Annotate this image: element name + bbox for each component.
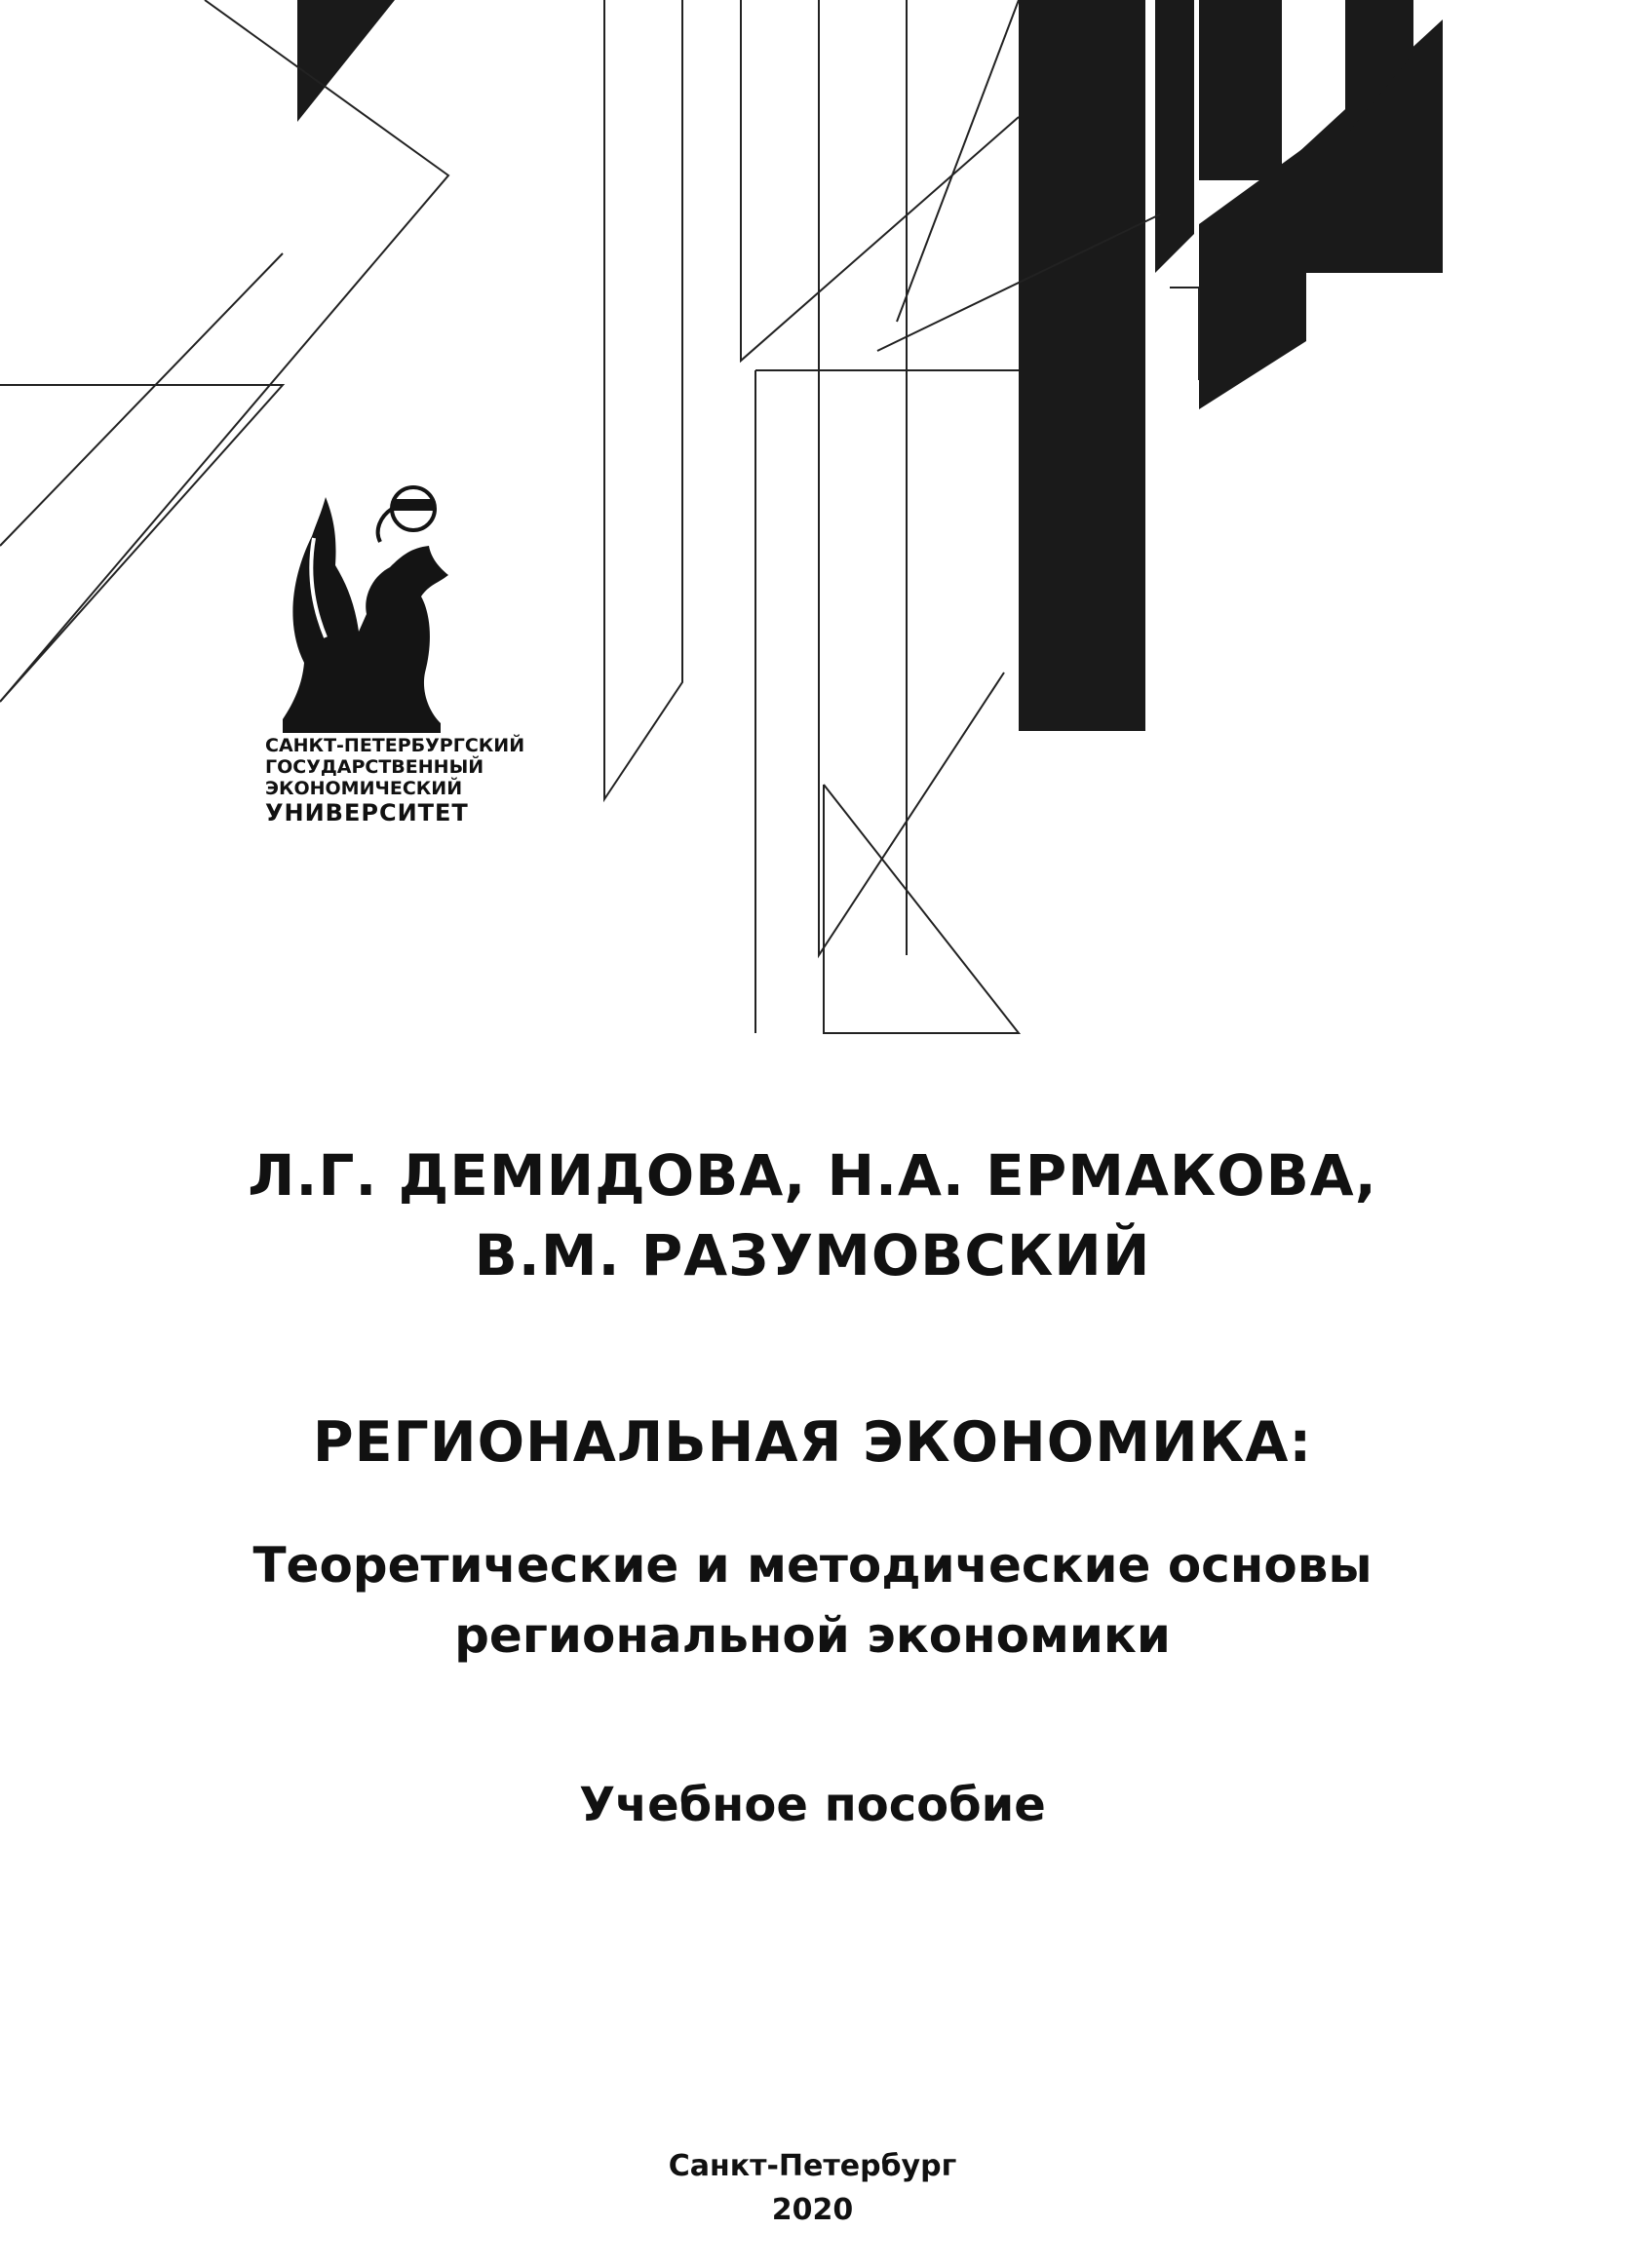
authors-line: Л.Г. ДЕМИДОВА, Н.А. ЕРМАКОВА, xyxy=(248,1142,1377,1209)
university-name-line: ГОСУДАРСТВЕННЫЙ xyxy=(265,756,484,778)
griffin-icon xyxy=(265,478,480,733)
book-title: РЕГИОНАЛЬНАЯ ЭКОНОМИКА: xyxy=(312,1410,1313,1475)
publication-city: Санкт-Петербург xyxy=(668,2149,957,2183)
book-subtitle xyxy=(0,1530,1625,1671)
authors xyxy=(0,1135,1625,1295)
subtitle-line: региональной экономики xyxy=(454,1607,1171,1664)
university-logo xyxy=(265,478,525,826)
university-name-line: САНКТ-ПЕТЕРБУРГСКИЙ xyxy=(265,735,525,756)
subtitle-line: Теоретические и методические основы xyxy=(252,1537,1373,1594)
university-name-line: УНИВЕРСИТЕТ xyxy=(265,799,469,826)
university-name xyxy=(265,735,525,826)
publication-year: 2020 xyxy=(771,2193,854,2227)
geometric-decoration xyxy=(0,0,1625,1072)
document-type: Учебное пособие xyxy=(579,1778,1046,1832)
authors-line: В.М. РАЗУМОВСКИЙ xyxy=(474,1222,1151,1288)
university-name-line: ЭКОНОМИЧЕСКИЙ xyxy=(265,778,463,799)
